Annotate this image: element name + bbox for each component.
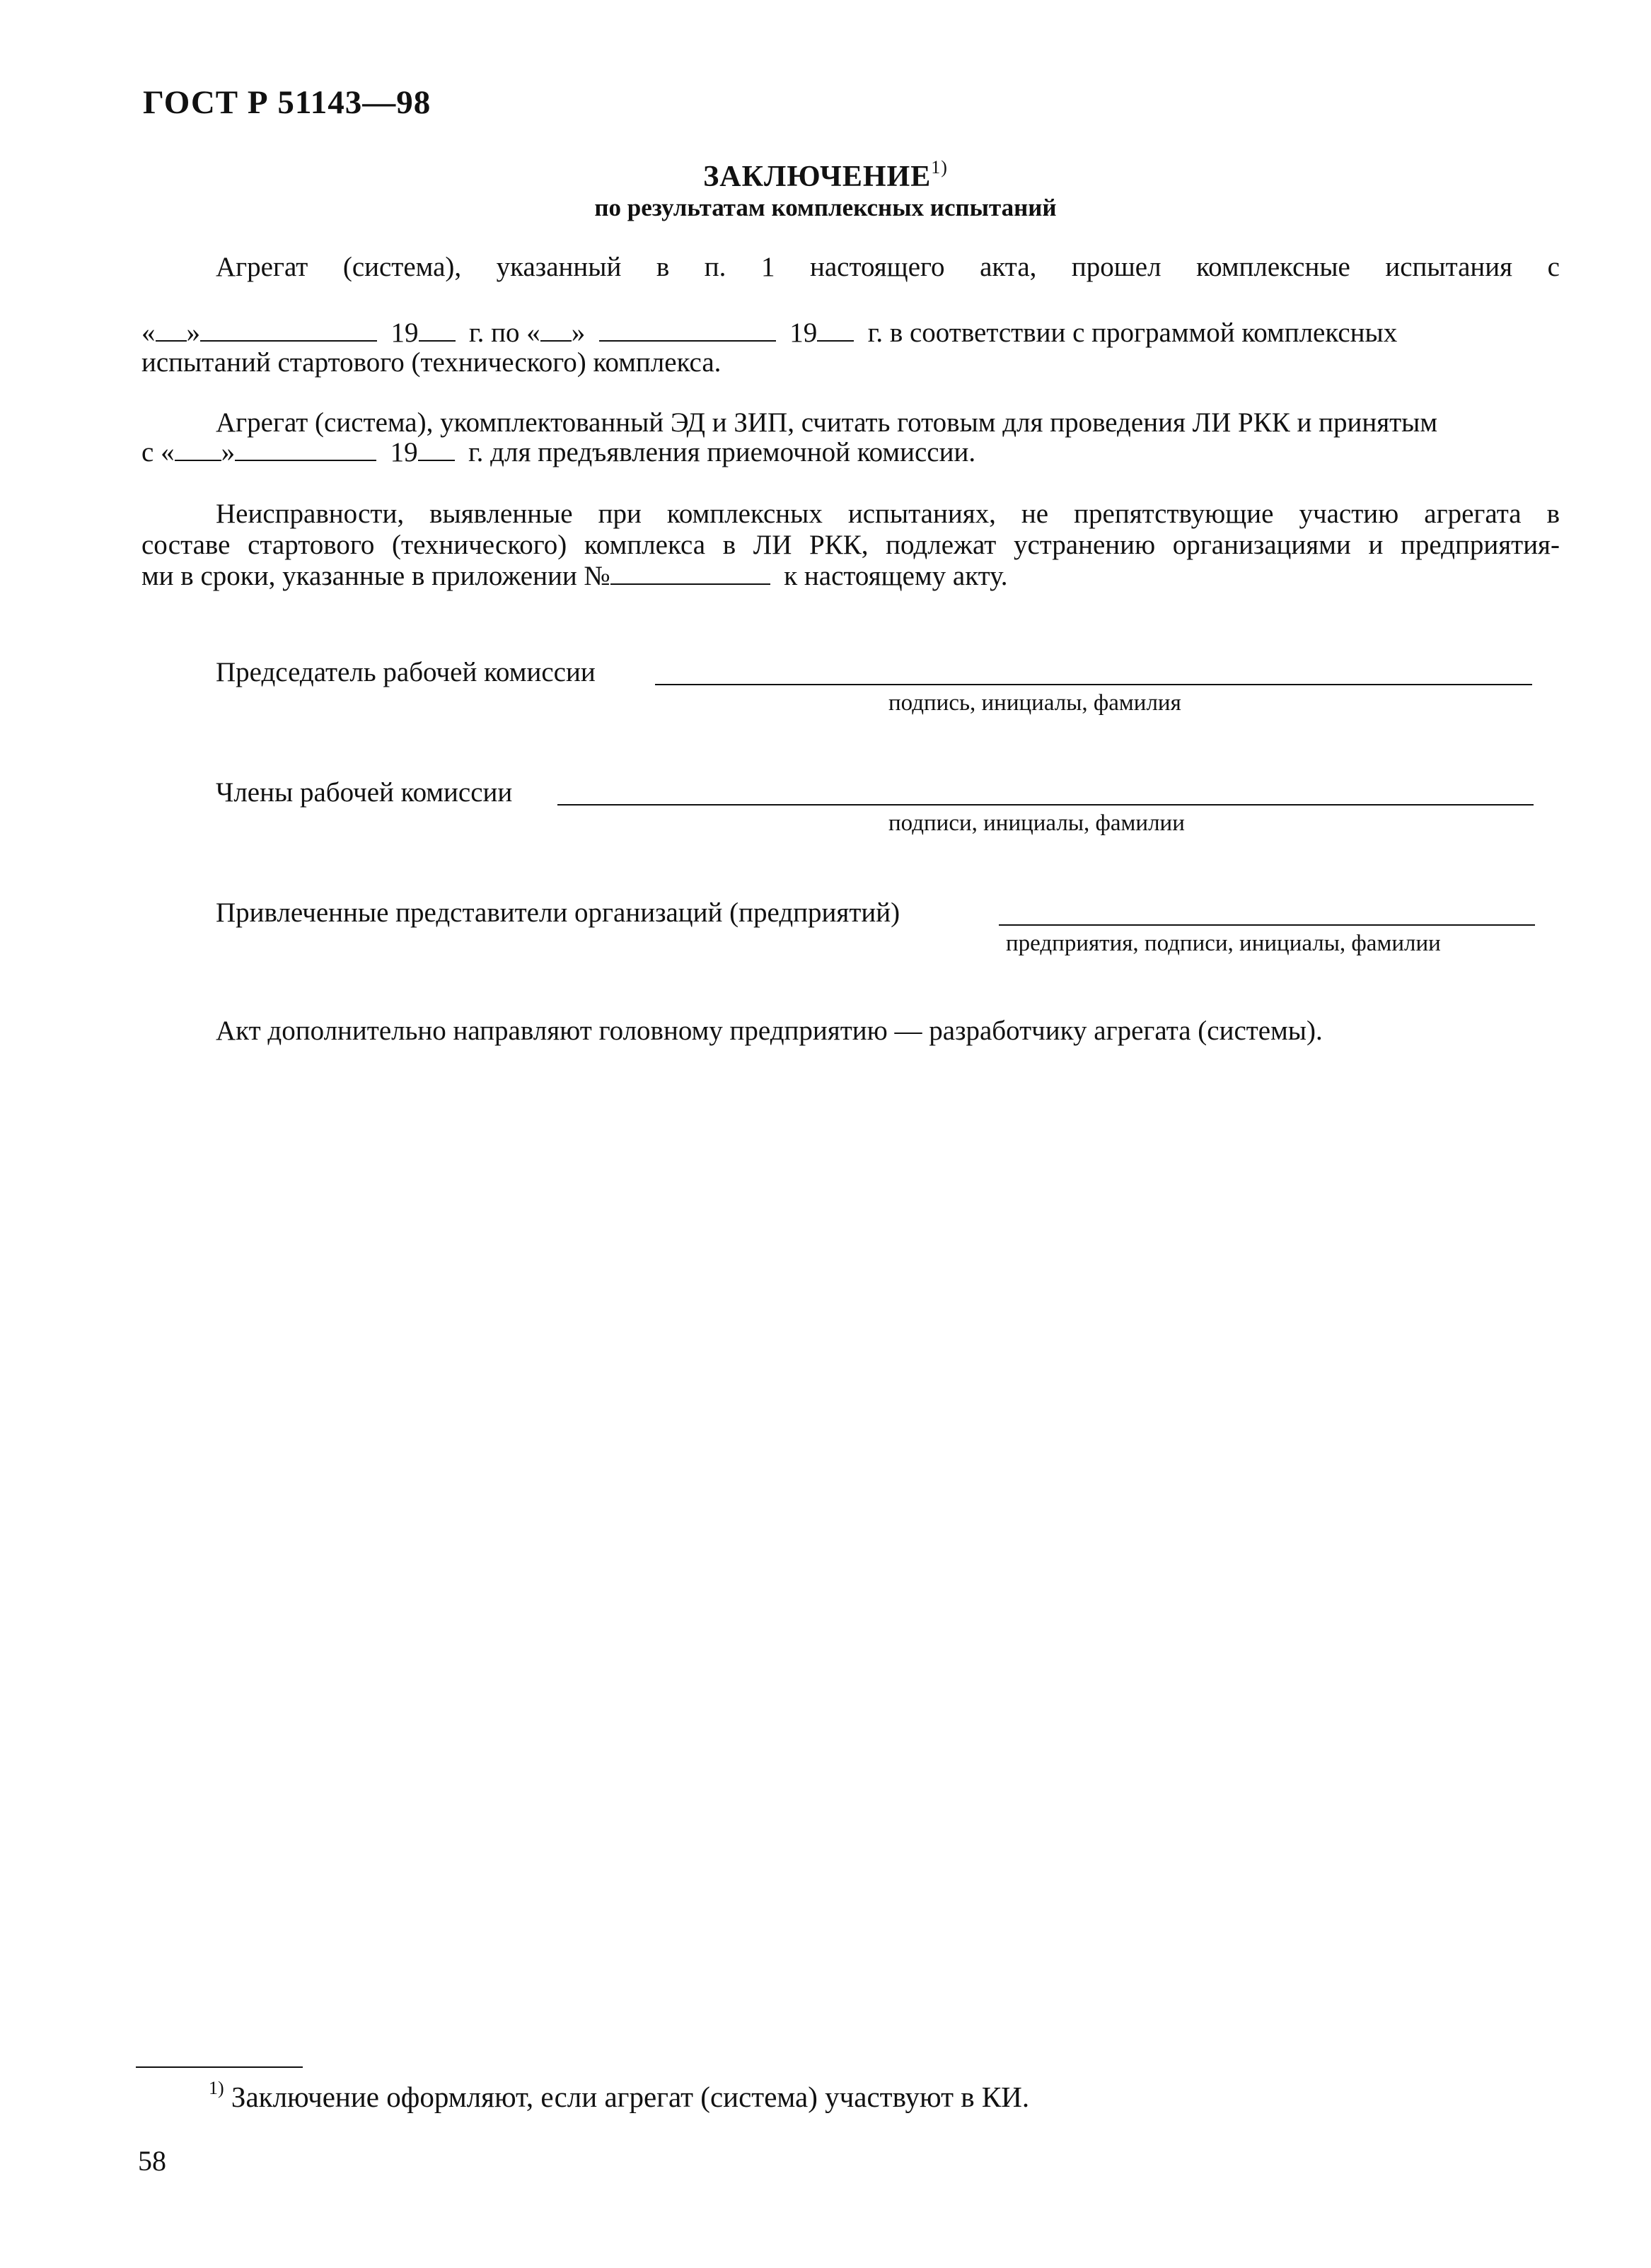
members-signature-line[interactable] (557, 804, 1534, 806)
title-text: ЗАКЛЮЧЕНИЕ (703, 161, 932, 193)
month-blank[interactable] (235, 438, 376, 461)
para3-line3-end: к настоящему акту. (784, 561, 1008, 591)
para1-line2 (141, 317, 1560, 349)
footnote-divider (136, 2066, 303, 2068)
year-prefix: 19 (789, 318, 818, 348)
appendix-number-blank[interactable] (610, 562, 770, 585)
day-blank[interactable] (175, 438, 221, 461)
members-caption: подписи, инициалы, фамилии (888, 810, 1185, 836)
para3-line1: Неисправности, выявленные при комплексных испытаниях, не препятствующие участию агрегата в (216, 499, 1560, 529)
date-to-label: г. по (469, 318, 520, 348)
quote-close: » (221, 437, 236, 467)
year-blank[interactable] (418, 438, 455, 461)
para2-line1: Агрегат (система), укомплектованный ЭД и ЗИП, считать готовым для проведения ЛИ РКК и принятым (216, 407, 1438, 438)
para1-word: с (1547, 252, 1560, 282)
day-blank[interactable] (156, 319, 187, 342)
para1-word: настоящего (809, 252, 945, 282)
para1-word: в (656, 252, 670, 282)
para1-word: комплексные (1196, 252, 1350, 282)
para1-line1 (216, 251, 1560, 284)
chairman-label: Председатель рабочей комиссии (216, 657, 596, 687)
para1-word: акта, (980, 252, 1037, 282)
para1-word: 1 (760, 252, 775, 282)
year-prefix: 19 (390, 437, 418, 467)
day-blank[interactable] (540, 319, 572, 342)
representatives-signature-line[interactable] (999, 924, 1535, 926)
month-blank[interactable] (599, 319, 776, 342)
para1-word: Агрегат (216, 252, 308, 282)
para1-word: (система), (342, 252, 462, 282)
para3-line3 (141, 560, 1008, 593)
para1-line3: испытаний стартового (технического) комплекса. (141, 347, 722, 378)
quote-close: » (571, 318, 586, 348)
para2-line2 (141, 436, 975, 469)
members-label: Члены рабочей комиссии (216, 777, 513, 808)
page-title (0, 157, 1651, 194)
quote-close: » (186, 318, 200, 348)
quote-open: « (526, 318, 540, 348)
page-number: 58 (138, 2145, 166, 2177)
para1-word: п. (704, 252, 726, 282)
year-prefix: 19 (390, 318, 419, 348)
para2-s: с (141, 437, 154, 467)
quote-open: « (161, 437, 175, 467)
month-blank[interactable] (200, 319, 377, 342)
page-subtitle: по результатам комплексных испытаний (594, 194, 1057, 221)
para3-line2: составе стартового (технического) комплекса в ЛИ РКК, подлежат устранению организациями и предприятия- (141, 530, 1560, 560)
footnote-mark: 1) (209, 2078, 224, 2098)
footnote-text: Заключение оформляют, если агрегат (система) участвуют в КИ. (231, 2081, 1030, 2113)
document-number: ГОСТ Р 51143—98 (143, 84, 431, 121)
para2-tail: г. для предъявления приемочной комиссии. (468, 437, 976, 467)
year-blank[interactable] (817, 319, 854, 342)
para1-tail: г. в соответствии с программой комплексных (867, 318, 1398, 348)
chairman-signature-line[interactable] (655, 684, 1532, 685)
para1-word: указанный (496, 252, 622, 282)
footnote (209, 2078, 1029, 2114)
quote-open: « (141, 318, 156, 348)
representatives-label: Привлеченные представители организаций (предприятий) (216, 897, 900, 928)
para1-word: испытания (1385, 252, 1513, 282)
year-blank[interactable] (419, 319, 456, 342)
chairman-caption: подпись, инициалы, фамилия (888, 690, 1181, 716)
para1-word: прошел (1071, 252, 1162, 282)
para3-line3-start: ми в сроки, указанные в приложении № (141, 561, 610, 591)
closing-text: Акт дополнительно направляют головному предприятию — разработчику агрегата (системы). (216, 1016, 1323, 1046)
title-footnote-mark: 1) (931, 157, 948, 178)
representatives-caption: предприятия, подписи, инициалы, фамилии (1006, 931, 1441, 956)
